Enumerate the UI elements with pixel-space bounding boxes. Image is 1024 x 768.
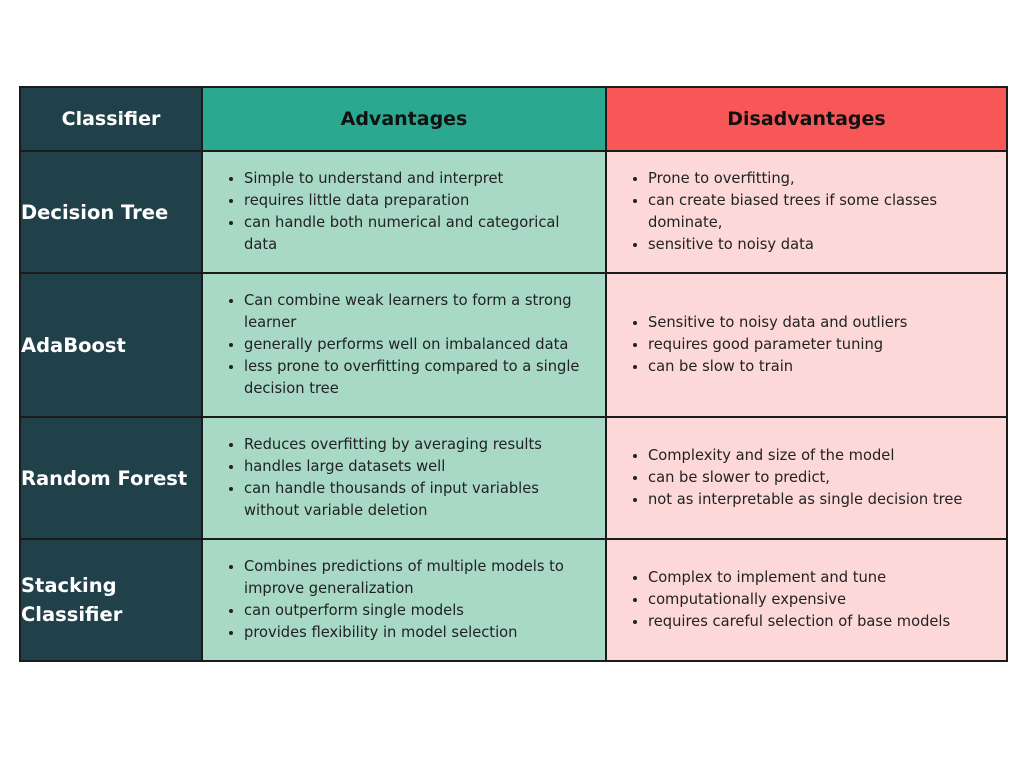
disadvantages-cell [606,539,1007,661]
list-item: • requires little data preparation [244,190,595,212]
advantages-list [203,434,605,522]
list-item: • Sensitive to noisy data and outliers [648,312,996,334]
list-item: • Complexity and size of the model [648,445,996,467]
list-item: • Prone to overfitting, [648,168,996,190]
comparison-table-wrapper [19,86,1006,662]
list-item: • can outperform single models [244,600,595,622]
advantages-cell [202,417,606,539]
advantages-cell [202,539,606,661]
disadvantages-list [607,168,1006,256]
classifier-name: Decision Tree [20,151,202,273]
list-item: • can be slow to train [648,356,996,378]
advantages-list [203,168,605,256]
list-item: • not as interpretable as single decision tree [648,489,996,511]
table-row [20,539,1007,661]
list-item: • can be slower to predict, [648,467,996,489]
header-row [20,87,1007,151]
list-item: • can handle both numerical and categorical data [244,212,595,256]
list-item: • Can combine weak learners to form a strong learner [244,290,595,334]
header-classifier: Classifier [20,87,202,151]
table-row [20,273,1007,417]
classifier-name: AdaBoost [20,273,202,417]
list-item: • Complex to implement and tune [648,567,996,589]
advantages-cell [202,273,606,417]
header-disadvantages: Disadvantages [606,87,1007,151]
disadvantages-cell [606,273,1007,417]
list-item: • handles large datasets well [244,456,595,478]
disadvantages-list [607,312,1006,378]
classifier-name: Stacking Classifier [20,539,202,661]
classifier-comparison-table [19,86,1008,662]
list-item: • Simple to understand and interpret [244,168,595,190]
advantages-list [203,290,605,400]
list-item: • computationally expensive [648,589,996,611]
table-row [20,417,1007,539]
list-item: • can handle thousands of input variables without variable deletion [244,478,595,522]
disadvantages-list [607,567,1006,633]
classifier-name: Random Forest [20,417,202,539]
header-advantages: Advantages [202,87,606,151]
advantages-cell [202,151,606,273]
list-item: • requires careful selection of base models [648,611,996,633]
list-item: • requires good parameter tuning [648,334,996,356]
list-item: • can create biased trees if some classes dominate, [648,190,996,234]
list-item: • Reduces overfitting by averaging results [244,434,595,456]
list-item: • provides flexibility in model selection [244,622,595,644]
table-row [20,151,1007,273]
list-item: • less prone to overfitting compared to a single decision tree [244,356,595,400]
disadvantages-list [607,445,1006,511]
disadvantages-cell [606,151,1007,273]
disadvantages-cell [606,417,1007,539]
list-item: • Combines predictions of multiple models to improve generalization [244,556,595,600]
advantages-list [203,556,605,644]
list-item: • generally performs well on imbalanced data [244,334,595,356]
list-item: • sensitive to noisy data [648,234,996,256]
